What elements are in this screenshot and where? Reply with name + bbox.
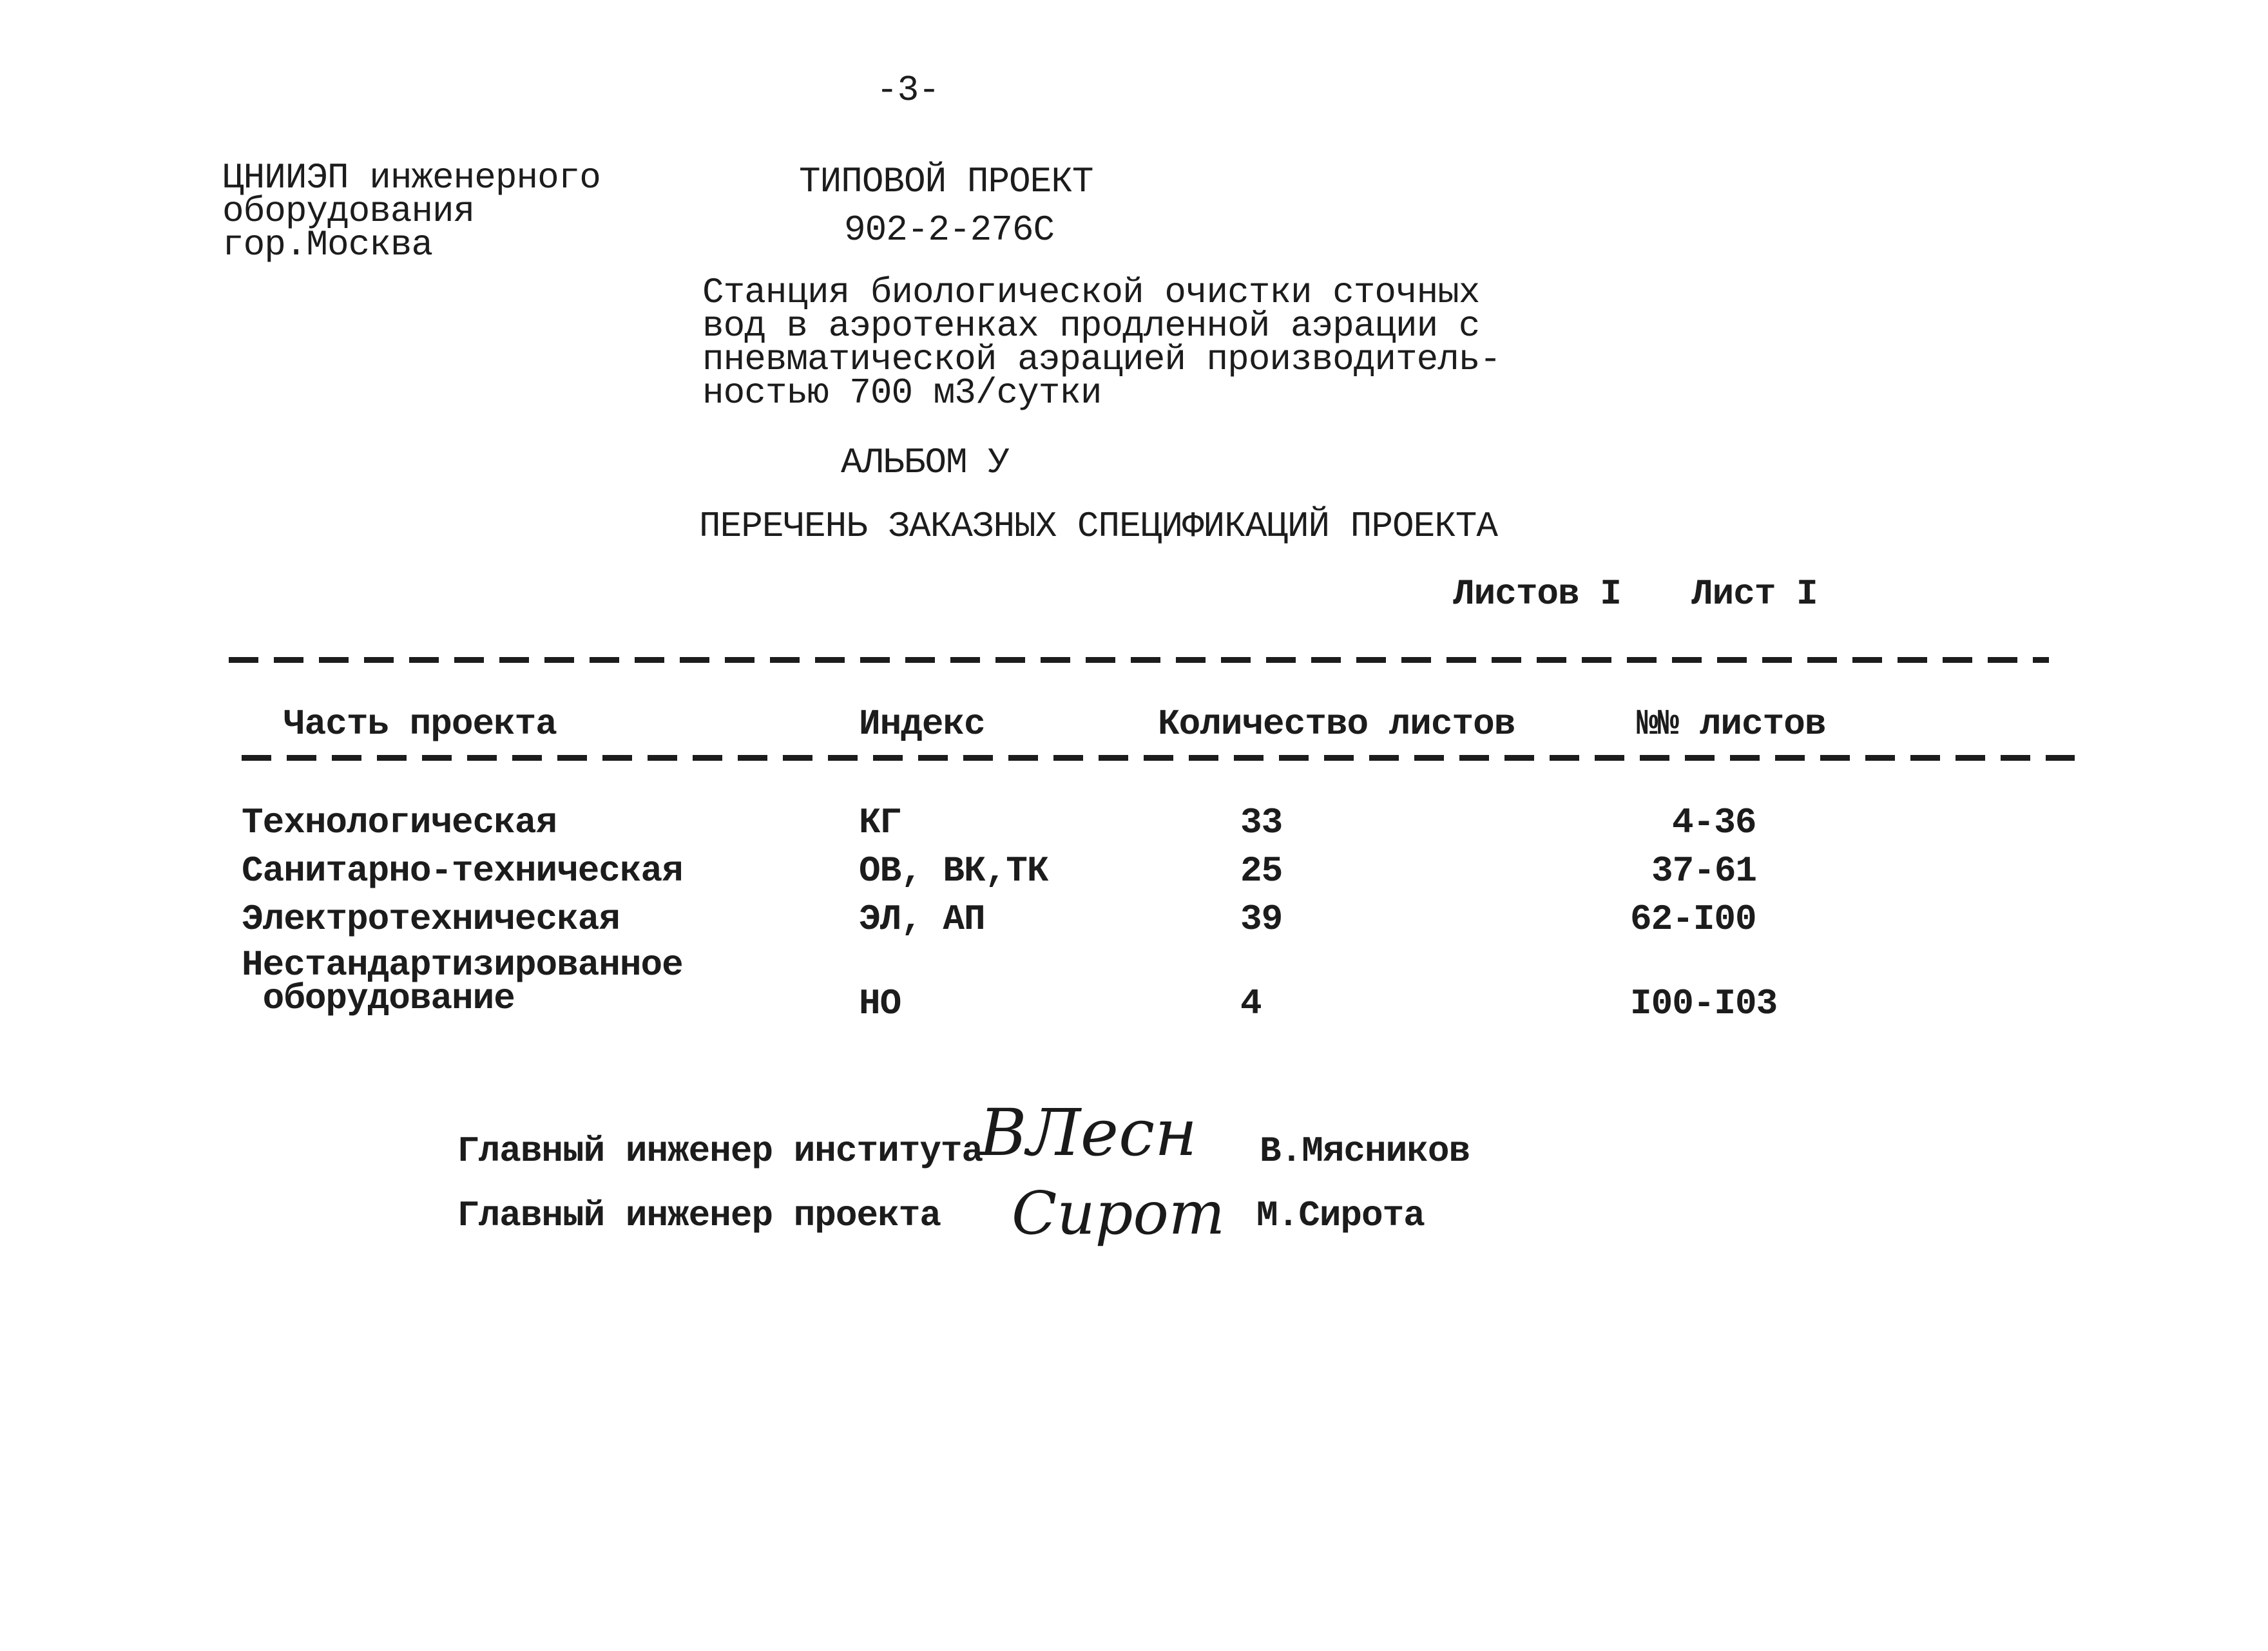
cell-index: ЭЛ, АП xyxy=(859,899,985,940)
dashed-rule-header xyxy=(242,755,2075,761)
description-line: Станция биологической очистки сточных xyxy=(702,272,1480,313)
signature-role: Главный инженер проекта xyxy=(457,1195,941,1236)
cell-count: 33 xyxy=(1240,802,1283,843)
handwritten-signature: ВЛесн xyxy=(979,1095,1197,1170)
cell-sheets: 62-I00 xyxy=(1630,899,1756,940)
header-index: Индекс xyxy=(859,703,985,745)
signatory-name: М.Сирота xyxy=(1256,1195,1425,1236)
project-type: ТИПОВОЙ ПРОЕКТ xyxy=(799,161,1093,202)
signatory-name: В.Мясников xyxy=(1260,1131,1470,1172)
cell-count: 25 xyxy=(1240,850,1283,892)
organization-block xyxy=(222,157,601,265)
cell-sheets: 37-61 xyxy=(1651,850,1757,892)
cell-count: 4 xyxy=(1240,983,1262,1024)
header-count: Количество листов xyxy=(1158,703,1515,745)
header-sheets: №№ листов xyxy=(1637,703,1826,745)
album-title: АЛЬБОМ У xyxy=(841,442,1009,483)
cell-index: КГ xyxy=(859,802,901,843)
description-line: вод в аэротенках продленной аэрации с xyxy=(702,305,1480,347)
sheets-total: Листов I xyxy=(1453,573,1621,615)
cell-part: Электротехническая xyxy=(242,899,620,940)
description-line: ностью 700 м3/сутки xyxy=(702,372,1102,414)
organization-line: оборудования xyxy=(222,191,475,232)
handwritten-signature: Сирот xyxy=(1012,1179,1225,1248)
cell-count: 39 xyxy=(1240,899,1283,940)
header-part: Часть проекта xyxy=(284,703,557,745)
cell-part: Нестандартизированное оборудование xyxy=(242,944,683,1019)
cell-part: Технологическая xyxy=(242,802,557,843)
cell-part: Санитарно-техническая xyxy=(242,850,683,892)
organization-line: ЦНИИЭП инженерного xyxy=(222,157,601,198)
cell-index: НО xyxy=(859,983,901,1024)
project-number: 902-2-276С xyxy=(844,209,1055,251)
dashed-rule-top xyxy=(229,657,2049,663)
signature-role: Главный инженер института xyxy=(457,1131,983,1172)
cell-sheets: I00-I03 xyxy=(1630,983,1778,1024)
page-number: -3- xyxy=(876,70,939,111)
description-line: пневматической аэрацией производитель- xyxy=(702,339,1501,380)
project-description xyxy=(702,272,1501,414)
cell-sheets: 4-36 xyxy=(1672,802,1756,843)
list-title: ПЕРЕЧЕНЬ ЗАКАЗНЫХ СПЕЦИФИКАЦИЙ ПРОЕКТА xyxy=(699,506,1498,547)
sheet-current: Лист I xyxy=(1691,573,1818,615)
cell-index: ОВ, ВК,ТК xyxy=(859,850,1048,892)
organization-line: гор.Москва xyxy=(222,224,433,265)
